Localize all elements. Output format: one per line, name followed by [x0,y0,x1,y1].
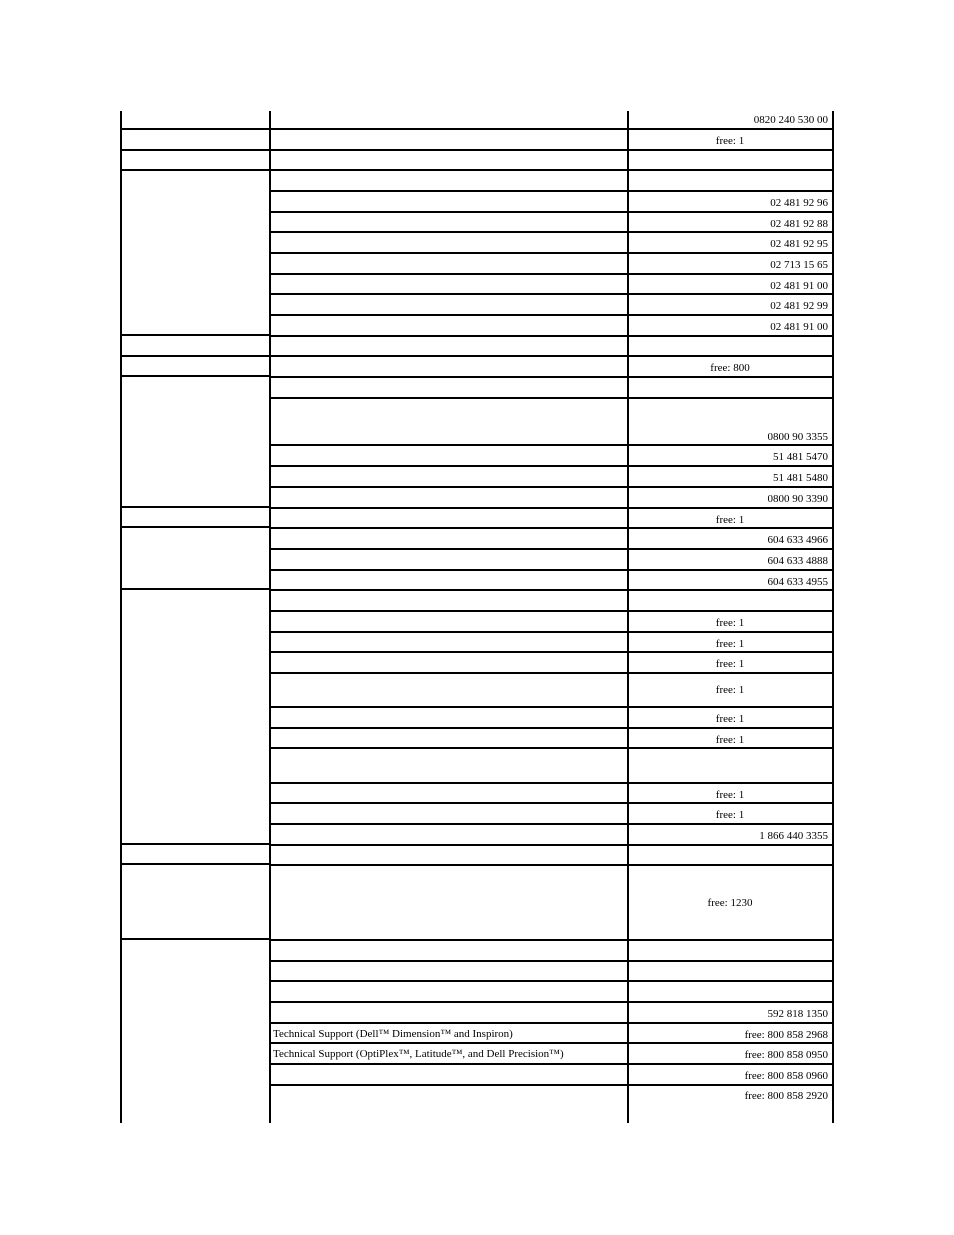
table-row [270,569,834,590]
service-cell [273,337,625,356]
table-row [270,128,834,149]
service-cell [273,130,625,149]
table-row [270,672,834,706]
number-cell: free: 1 [715,135,745,147]
service-cell [273,295,625,314]
country-divider [120,843,270,845]
number-cell: free: 1 [715,514,745,526]
service-cell [273,591,625,610]
table-row [270,465,834,486]
table-row [270,1084,834,1125]
service-cell [273,653,625,672]
table-row [270,190,834,211]
number-cell [629,846,831,865]
table-row [270,355,834,376]
number-cell: 0800 90 3390 [767,493,828,505]
table-row [270,376,834,397]
service-cell [273,171,625,190]
table-row [270,1042,834,1063]
table-row [270,980,834,1001]
country-divider [120,506,270,508]
number-cell: 02 713 15 65 [770,259,828,271]
service-cell [273,233,625,252]
country-column [120,111,270,1123]
number-cell [629,591,831,610]
service-cell [273,962,625,981]
number-cell: free: 1 [715,658,745,670]
country-divider [120,149,270,151]
table-row [270,844,834,865]
table-row [270,727,834,748]
number-cell: free: 1 [715,809,745,821]
table-row [270,802,834,823]
service-cell [273,982,625,1001]
table-row [270,706,834,727]
number-cell [629,337,831,356]
service-cell: Technical Support (OptiPlex™, Latitude™, and Dell Precision™) [273,1047,564,1060]
number-cell [629,171,831,190]
table-row [270,939,834,960]
table-row [270,651,834,672]
service-cell [273,1065,625,1084]
table-row [270,314,834,335]
service-cell [273,749,625,782]
number-cell: free: 800 858 0950 [744,1049,828,1061]
table-row [270,631,834,652]
service-cell [273,357,625,376]
number-cell: free: 800 858 2920 [744,1090,828,1102]
number-cell: free: 1 [715,638,745,650]
table-row [270,211,834,232]
service-cell [273,784,625,803]
table-row [270,864,834,940]
service-cell [273,151,625,170]
table-row [270,335,834,356]
service-cell [273,399,625,445]
number-cell: free: 1 [715,789,745,801]
left-border [120,111,122,1123]
number-cell: 02 481 92 88 [770,218,828,230]
table-row [270,1001,834,1022]
table-row [270,444,834,465]
service-cell [273,254,625,273]
table-row [270,1022,834,1043]
service-cell [273,846,625,865]
table-row [270,782,834,803]
service-cell [273,275,625,294]
number-cell: 0820 240 530 00 [753,114,828,126]
number-cell: 02 481 91 00 [770,321,828,333]
table-row [270,486,834,507]
number-cell [629,941,831,960]
number-cell: 1 866 440 3355 [759,830,828,842]
table-row [270,747,834,782]
number-cell: free: 1 [715,713,745,725]
number-cell: 02 481 91 00 [770,280,828,292]
country-divider [120,375,270,377]
service-cell [273,550,625,569]
service-cell [273,633,625,652]
service-cell [273,825,625,844]
table-row [270,823,834,844]
table-row [270,507,834,528]
service-cell [273,316,625,335]
country-divider [120,128,270,130]
table-row [270,149,834,170]
table-row [270,252,834,273]
number-cell: 02 481 92 95 [770,238,828,250]
table-row [270,548,834,569]
service-cell [273,488,625,507]
country-divider [120,334,270,336]
table-row [270,589,834,610]
number-cell: 604 633 4888 [767,555,828,567]
service-cell [273,674,625,706]
number-cell: 604 633 4966 [767,534,828,546]
service-cell [273,1086,625,1125]
country-divider [120,169,270,171]
country-divider [120,863,270,865]
number-cell [629,982,831,1001]
number-cell: free: 800 858 2968 [744,1029,828,1041]
service-cell [273,804,625,823]
number-cell [629,151,831,170]
service-cell: Technical Support (Dell™ Dimension™ and Inspiron) [273,1027,513,1040]
number-cell: 02 481 92 99 [770,300,828,312]
service-cell [273,378,625,397]
service-cell [273,708,625,727]
number-cell: free: 1230 [707,897,753,909]
service-cell [273,467,625,486]
table-row [270,231,834,252]
table-row [270,169,834,190]
table-row [270,111,834,128]
service-cell [273,509,625,528]
number-cell: 592 818 1350 [767,1008,828,1020]
number-cell: 51 481 5480 [773,472,828,484]
service-cell [273,111,625,128]
service-cell [273,1003,625,1022]
service-cell [273,612,625,631]
table-row [270,610,834,631]
service-cell [273,866,625,940]
country-divider [120,938,270,940]
number-cell [629,962,831,981]
service-cell [273,192,625,211]
table-row [270,293,834,314]
table-row [270,1063,834,1084]
number-cell: free: 1 [715,684,745,696]
number-cell: free: 800 858 0960 [744,1070,828,1082]
table-row [270,527,834,548]
number-cell: 604 633 4955 [767,576,828,588]
number-cell: 51 481 5470 [773,451,828,463]
service-cell [273,571,625,590]
country-divider [120,526,270,528]
service-cell [273,446,625,465]
table-row [270,960,834,981]
number-cell: free: 800 [710,362,750,374]
table-row [270,397,834,445]
service-cell [273,529,625,548]
number-cell: 0800 90 3355 [767,431,828,443]
country-divider [120,588,270,590]
number-cell: 02 481 92 96 [770,197,828,209]
number-cell: free: 1 [715,617,745,629]
number-cell [629,749,831,782]
service-cell [273,213,625,232]
country-divider [120,355,270,357]
service-cell [273,729,625,748]
number-cell [629,378,831,397]
service-cell [273,941,625,960]
number-cell: free: 1 [715,734,745,746]
table-row [270,273,834,294]
